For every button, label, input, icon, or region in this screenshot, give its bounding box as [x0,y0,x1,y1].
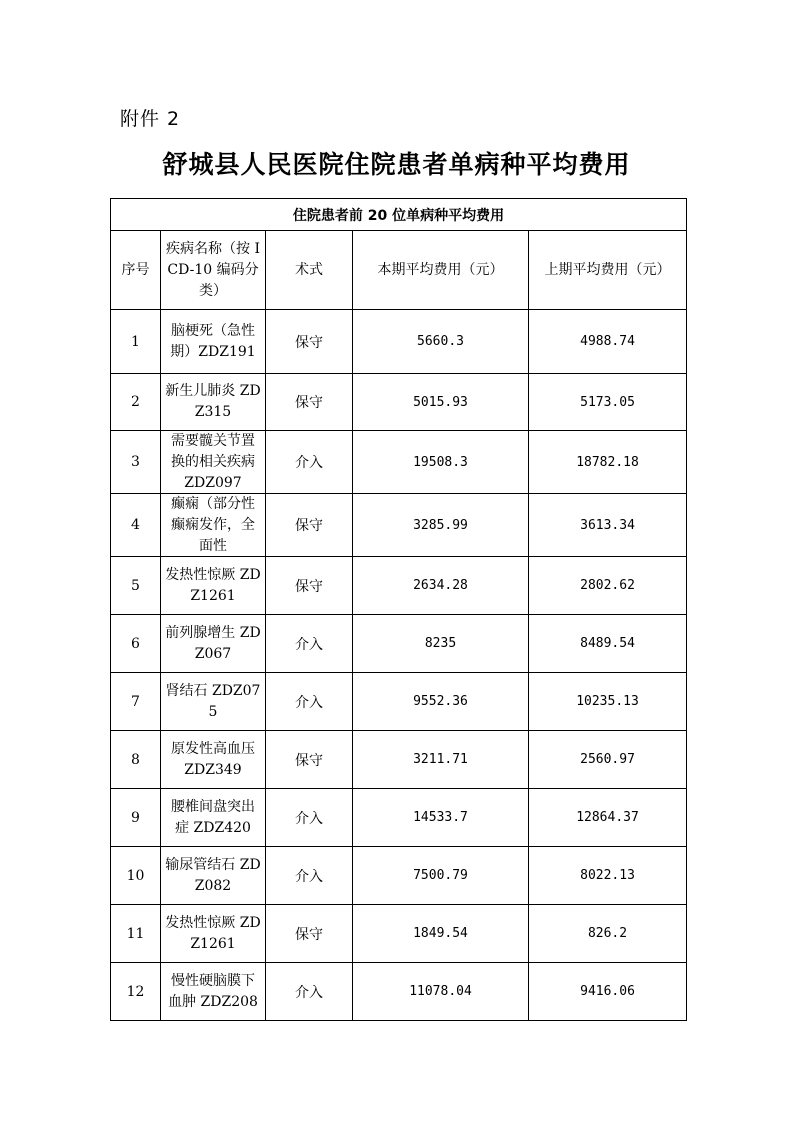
row-disease-label: 慢性硬脑膜下血肿 ZDZ208 [168,972,258,1010]
row-disease [161,310,266,374]
row-method: 介入 [266,673,353,731]
row-seq: 3 [111,431,161,494]
row-disease-label: 脑梗死（急性期）ZDZ191 [170,322,256,360]
row-disease [161,431,266,494]
row-method: 保守 [266,905,353,963]
row-seq: 9 [111,789,161,847]
row-disease [161,731,266,789]
header-method: 术式 [266,231,353,310]
row-seq: 1 [111,310,161,374]
header-current-fee: 本期平均费用（元） [353,231,529,310]
header-previous-fee: 上期平均费用（元） [529,231,687,310]
row-previous-fee: 2560.97 [529,731,687,789]
row-previous-fee: 8489.54 [529,615,687,673]
row-method: 保守 [266,731,353,789]
row-current-fee: 2634.28 [353,557,529,615]
row-seq: 7 [111,673,161,731]
row-current-fee: 11078.04 [353,963,529,1021]
row-current-fee: 5660.3 [353,310,529,374]
row-disease [161,963,266,1021]
row-current-fee: 5015.93 [353,374,529,431]
row-seq: 6 [111,615,161,673]
table-row [111,731,687,789]
table-caption: 住院患者前 20 位单病种平均费用 [111,199,687,231]
row-previous-fee: 3613.34 [529,494,687,557]
row-previous-fee: 12864.37 [529,789,687,847]
row-disease [161,557,266,615]
table-row [111,310,687,374]
row-previous-fee: 18782.18 [529,431,687,494]
row-current-fee: 8235 [353,615,529,673]
table-row [111,374,687,431]
row-disease [161,905,266,963]
row-method: 介入 [266,615,353,673]
row-disease-label: 前列腺增生 ZDZ067 [165,624,261,662]
row-method: 介入 [266,963,353,1021]
row-current-fee: 19508.3 [353,431,529,494]
row-disease-label: 发热性惊厥 ZDZ1261 [165,914,261,952]
row-seq: 2 [111,374,161,431]
row-previous-fee: 2802.62 [529,557,687,615]
row-disease-label: 发热性惊厥 ZDZ1261 [165,566,261,604]
row-previous-fee: 4988.74 [529,310,687,374]
row-disease-label: 原发性高血压 ZDZ349 [171,740,255,778]
fee-table [110,198,687,1021]
row-disease [161,847,266,905]
row-previous-fee: 5173.05 [529,374,687,431]
table-row [111,963,687,1021]
header-seq: 序号 [111,231,161,310]
row-previous-fee: 9416.06 [529,963,687,1021]
row-disease [161,615,266,673]
table-row [111,494,687,557]
attachment-label: 附件 2 [120,108,181,130]
table-row [111,557,687,615]
row-current-fee: 14533.7 [353,789,529,847]
row-seq: 11 [111,905,161,963]
row-seq: 4 [111,494,161,557]
row-method: 保守 [266,310,353,374]
row-disease [161,673,266,731]
row-disease-label: 新生儿肺炎 ZDZ315 [165,383,261,420]
row-current-fee: 3211.71 [353,731,529,789]
row-previous-fee: 826.2 [529,905,687,963]
row-method: 介入 [266,847,353,905]
row-seq: 10 [111,847,161,905]
row-current-fee: 1849.54 [353,905,529,963]
row-current-fee: 3285.99 [353,494,529,557]
row-disease-label: 肾结石 ZDZ075 [165,682,261,720]
row-method: 保守 [266,494,353,557]
row-disease [161,789,266,847]
table-row [111,905,687,963]
table-row [111,789,687,847]
row-method: 保守 [266,374,353,431]
row-disease-label: 输尿管结石 ZDZ082 [165,856,261,894]
row-previous-fee: 8022.13 [529,847,687,905]
table-caption-row [111,199,687,231]
row-disease-label: 癫痫（部分性癫痫发作，全面性 [171,496,255,554]
header-disease-label: 疾病名称（按 ICD-10 编码分类） [166,240,260,299]
row-method: 介入 [266,431,353,494]
row-disease [161,374,266,431]
row-disease-label: 需要髋关节置换的相关疾病 ZDZ097 [171,433,255,491]
table-row [111,847,687,905]
table-row [111,673,687,731]
row-seq: 8 [111,731,161,789]
row-previous-fee: 10235.13 [529,673,687,731]
row-disease [161,494,266,557]
header-disease [161,231,266,310]
table-header-row [111,231,687,310]
row-seq: 12 [111,963,161,1021]
document-title: 舒城县人民医院住院患者单病种平均费用 [162,150,631,179]
row-current-fee: 9552.36 [353,673,529,731]
table-row [111,431,687,494]
row-seq: 5 [111,557,161,615]
table-row [111,615,687,673]
row-disease-label: 腰椎间盘突出症 ZDZ420 [171,798,255,836]
row-current-fee: 7500.79 [353,847,529,905]
row-method: 介入 [266,789,353,847]
row-method: 保守 [266,557,353,615]
